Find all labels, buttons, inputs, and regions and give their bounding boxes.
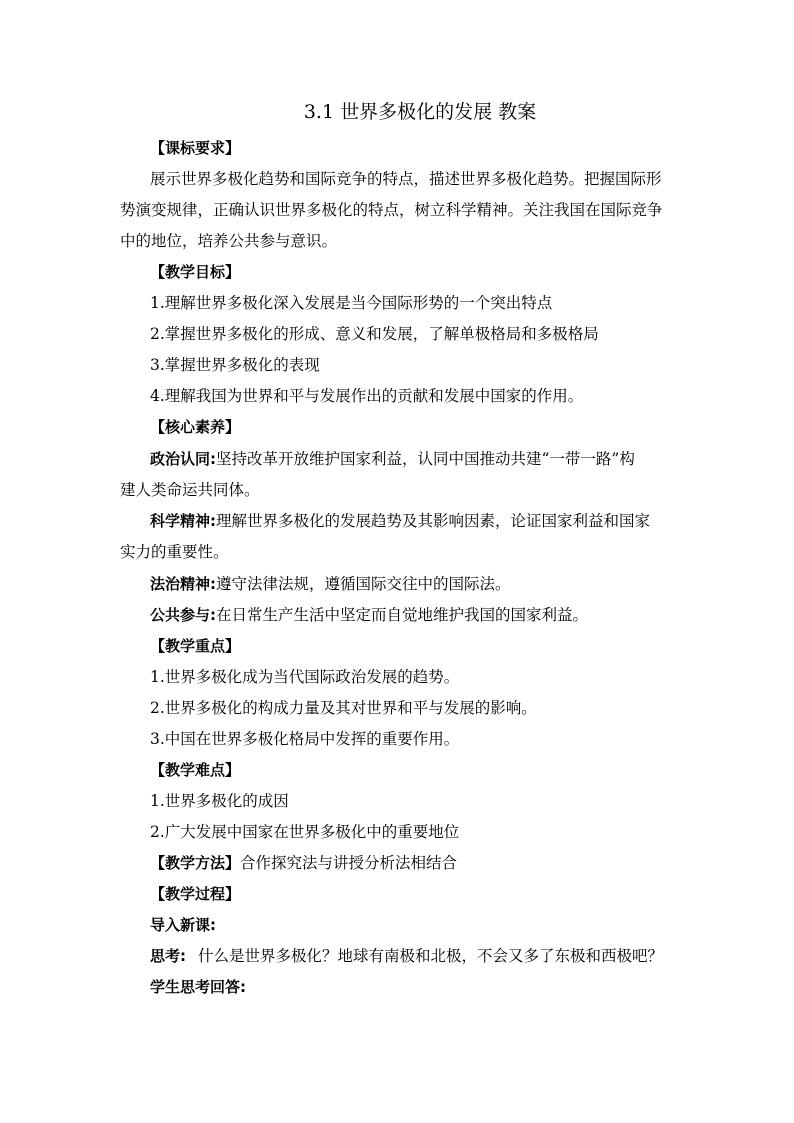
literacy-science (150, 510, 690, 532)
process-intro: 导入新课: (150, 916, 216, 934)
goal-item-2: 2.掌握世界多极化的形成、意义和发展，了解单极格局和多极格局 (150, 325, 599, 343)
section-heading-process: 【教学过程】 (150, 885, 241, 903)
curriculum-line-3: 中的地位，培养公共参与意识。 (120, 232, 338, 250)
section-heading-focus: 【教学重点】 (150, 637, 241, 655)
section-heading-goals: 【教学目标】 (150, 263, 241, 281)
literacy-science-cont: 实力的重要性。 (120, 543, 229, 561)
curriculum-line-1: 展示世界多极化趋势和国际竞争的特点，描述世界多极化趋势。把握国际形 (150, 170, 662, 188)
process-think (150, 945, 690, 967)
literacy-law-label: 法治精神: (150, 575, 216, 593)
curriculum-line-2: 势演变规律，正确认识世界多极化的特点，树立科学精神。关注我国在国际竞争 (120, 201, 663, 219)
literacy-public (150, 604, 690, 626)
focus-item-3: 3.中国在世界多极化格局中发挥的重要作用。 (150, 730, 460, 748)
section-heading-literacy: 【核心素养】 (150, 418, 241, 436)
goal-item-1: 1.理解世界多极化深入发展是当今国际形势的一个突出特点 (150, 294, 553, 312)
literacy-political-label: 政治认同: (150, 450, 216, 468)
difficulty-item-1: 1.世界多极化的成因 (150, 792, 289, 810)
goal-item-4: 4.理解我国为世界和平与发展作出的贡献和发展中国家的作用。 (150, 387, 584, 405)
difficulty-item-2: 2.广大发展中国家在世界多极化中的重要地位 (150, 823, 460, 841)
literacy-science-text: 理解世界多极化的发展趋势及其影响因素，论证国家利益和国家 (216, 512, 651, 530)
page-title: 3.1 世界多极化的发展 教案 (303, 101, 537, 123)
literacy-political-cont: 建人类命运共同体。 (120, 481, 260, 499)
literacy-political (150, 448, 690, 470)
literacy-law-text: 遵守法律法规，遵循国际交往中的国际法。 (216, 575, 511, 593)
process-think-text: 什么是世界多极化？地球有南极和北极，不会又多了东极和西极吧？ (198, 947, 664, 965)
focus-item-2: 2.世界多极化的构成力量及其对世界和平与发展的影响。 (150, 699, 537, 717)
section-heading-curriculum: 【课标要求】 (150, 139, 241, 157)
literacy-science-label: 科学精神: (150, 512, 216, 530)
goal-item-3: 3.掌握世界多极化的表现 (150, 356, 320, 374)
focus-item-1: 1.世界多极化成为当代国际政治发展的趋势。 (150, 668, 460, 686)
process-answer: 学生思考回答: (150, 978, 246, 996)
literacy-public-text: 在日常生产生活中坚定而自觉地维护我国的国家利益。 (216, 606, 589, 624)
section-heading-difficulty: 【教学难点】 (150, 761, 241, 779)
literacy-political-text: 坚持改革开放维护国家利益，认同中国推动共建“一带一路”构 (216, 450, 635, 468)
method-line (150, 852, 690, 874)
literacy-law (150, 573, 690, 595)
literacy-public-label: 公共参与: (150, 606, 216, 624)
process-think-label: 思考: (150, 947, 186, 965)
method-text: 合作探究法与讲授分析法相结合 (240, 854, 458, 872)
section-heading-method: 【教学方法】 (150, 854, 241, 872)
